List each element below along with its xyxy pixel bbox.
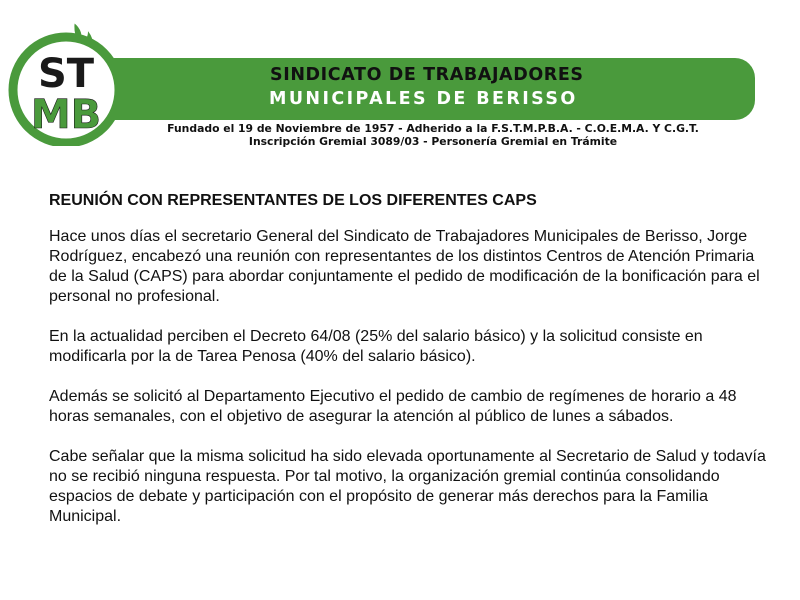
article-paragraph-3: Además se solicitó al Departamento Ejecutivo el pedido de cambio de regímenes de horario a 48 horas semanales, con el objetivo de asegurar la atención al público de lunes a sábados. <box>49 388 737 425</box>
article-paragraph-1: Hace unos días el secretario General del Sindicato de Trabajadores Municipales de Berisso, Jorge Rodríguez, encabezó una reunión con representantes de los distintos Centros de Atención Primaria de la Salud (CAPS) para abordar conjuntamente el pedido de modificación de la bonificación para el personal no profesional. <box>49 228 760 305</box>
article-paragraph-2: En la actualidad perciben el Decreto 64/08 (25% del salario básico) y la solicitud consiste en modificarla por la de Tarea Penosa (40% del salario básico). <box>49 328 703 365</box>
stmb-logo-flame-icon <box>4 16 130 146</box>
article-paragraph-4: Cabe señalar que la misma solicitud ha sido elevada oportunamente al Secretario de Salud y todavía no se recibió ninguna respuesta. Por tal motivo, la organización gremial continúa consolidando espacios de debate y participación con el propósito de generar más derechos para la Familia Municipal. <box>49 448 766 525</box>
founding-line-2: Inscripción Gremial 3089/03 - Personería Gremial en Trámite <box>248 135 618 148</box>
union-name-line-2: MUNICIPALES DE BERISSO <box>269 89 578 109</box>
article-title: REUNIÓN CON REPRESENTANTES DE LOS DIFERENTES CAPS <box>49 192 537 209</box>
logo-letters-top: ST <box>37 51 95 97</box>
letterhead <box>0 0 800 160</box>
article <box>49 191 769 547</box>
logo-letters-bottom: MB <box>30 92 102 138</box>
founding-info <box>120 122 746 148</box>
union-name-line-1: SINDICATO DE TRABAJADORES <box>270 65 584 85</box>
founding-line-1: Fundado el 19 de Noviembre de 1957 - Adherido a la F.S.T.M.P.B.A. - C.O.E.M.A. Y C.G.T. <box>167 122 699 135</box>
